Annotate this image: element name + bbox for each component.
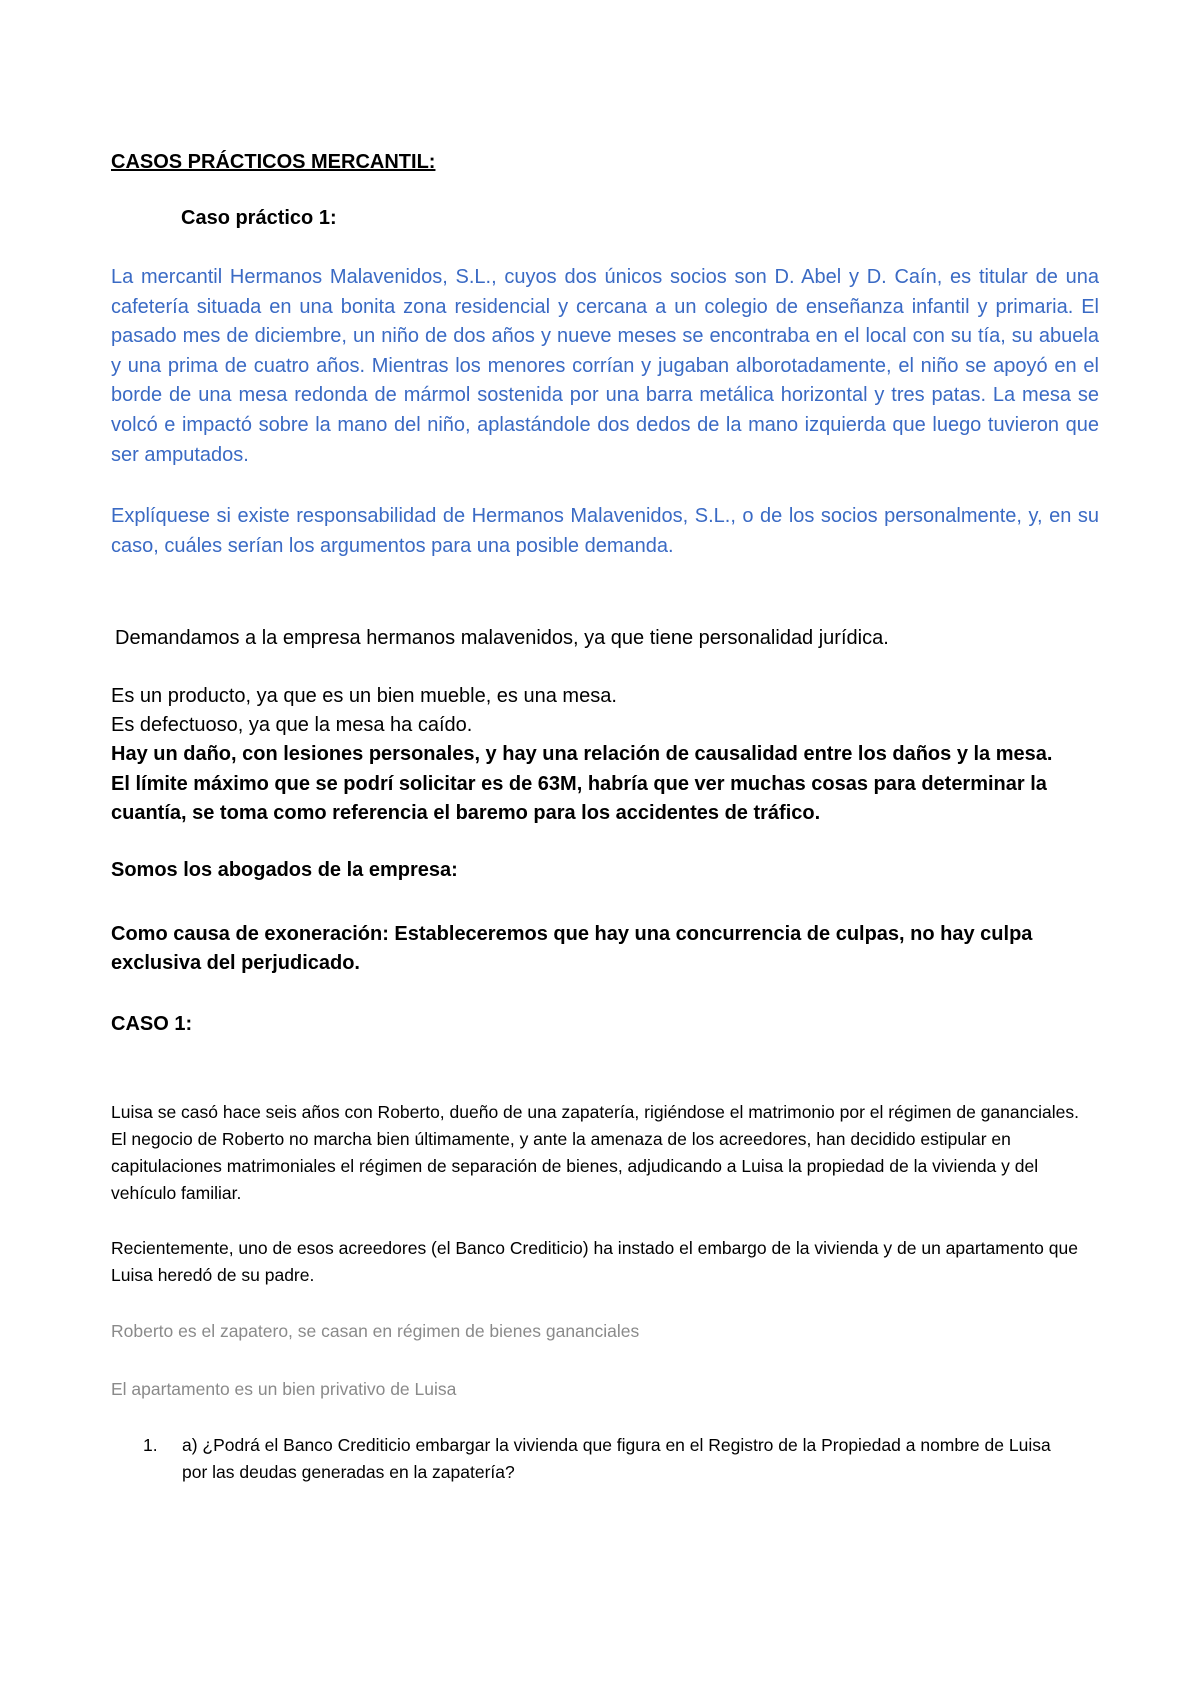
caso1-heading: CASO 1: bbox=[111, 1013, 193, 1035]
list-item-number: 1. bbox=[143, 1435, 158, 1455]
answer-line-2: Es defectuoso, ya que la mesa ha caído. bbox=[111, 714, 473, 736]
answer-intro: Demandamos a la empresa hermanos malavenidos, ya que tiene personalidad jurídica. bbox=[115, 627, 889, 649]
exoneration-statement: Como causa de exoneración: Estableceremos que hay una concurrencia de culpas, no hay culpa exclusiva del perjudicado. bbox=[111, 923, 1033, 975]
luisa-paragraph-2: Recientemente, uno de esos acreedores (el Banco Crediticio) ha instado el embargo de la vivienda y de un apartamento que Luisa heredó de su padre. bbox=[111, 1238, 1078, 1285]
answer-line-1: Es un producto, ya que es un bien mueble, es una mesa. bbox=[111, 685, 617, 707]
document-title: CASOS PRÁCTICOS MERCANTIL: bbox=[111, 151, 436, 173]
case1-heading: Caso práctico 1: bbox=[181, 207, 337, 229]
lawyers-statement: Somos los abogados de la empresa: bbox=[111, 859, 458, 881]
list-item-text: a) ¿Podrá el Banco Crediticio embargar la vivienda que figura en el Registro de la Propiedad a nombre de Luisa por las deudas generadas en la zapatería? bbox=[182, 1435, 1051, 1482]
note-roberto: Roberto es el zapatero, se casan en régimen de bienes gananciales bbox=[111, 1321, 640, 1341]
case1-statement: La mercantil Hermanos Malavenidos, S.L., cuyos dos únicos socios son D. Abel y D. Caín, es titular de una cafetería situada en una bonita zona residencial y cercana a un colegio de enseñanza infantil y primaria. El pasado mes de diciembre, un niño de dos años y nueve meses se encontraba en el local con su tía, su abuela y una prima de cuatro años. Mientras los menores corrían y jugaban alborotadamente, el niño se apoyó en el borde de una mesa redonda de mármol sostenida por una barra metálica horizontal y tres patas. La mesa se volcó e impactó sobre la mano del niño, aplastándole dos dedos de la mano izquierda que luego tuvieron que ser amputados. bbox=[111, 266, 1099, 466]
list-item bbox=[143, 1432, 1073, 1486]
luisa-paragraph-1: Luisa se casó hace seis años con Roberto, dueño de una zapatería, rigiéndose el matrimonio por el régimen de gananciales. El negocio de Roberto no marcha bien últimamente, y ante la amenaza de los acreedores, han decidido estipular en capitulaciones matrimoniales el régimen de separación de bienes, adjudicando a Luisa la propiedad de la vivienda y del vehículo familiar. bbox=[111, 1102, 1079, 1203]
note-apartment: El apartamento es un bien privativo de Luisa bbox=[111, 1379, 457, 1399]
case1-question: Explíquese si existe responsabilidad de Hermanos Malavenidos, S.L., o de los socios personalmente, y, en su caso, cuáles serían los argumentos para una posible demanda. bbox=[111, 505, 1099, 557]
answer-line-3: Hay un daño, con lesiones personales, y hay una relación de causalidad entre los daños y la mesa. bbox=[111, 743, 1053, 765]
answer-line-4: El límite máximo que se podrí solicitar es de 63M, habría que ver muchas cosas para determinar la cuantía, se toma como referencia el baremo para los accidentes de tráfico. bbox=[111, 773, 1047, 825]
